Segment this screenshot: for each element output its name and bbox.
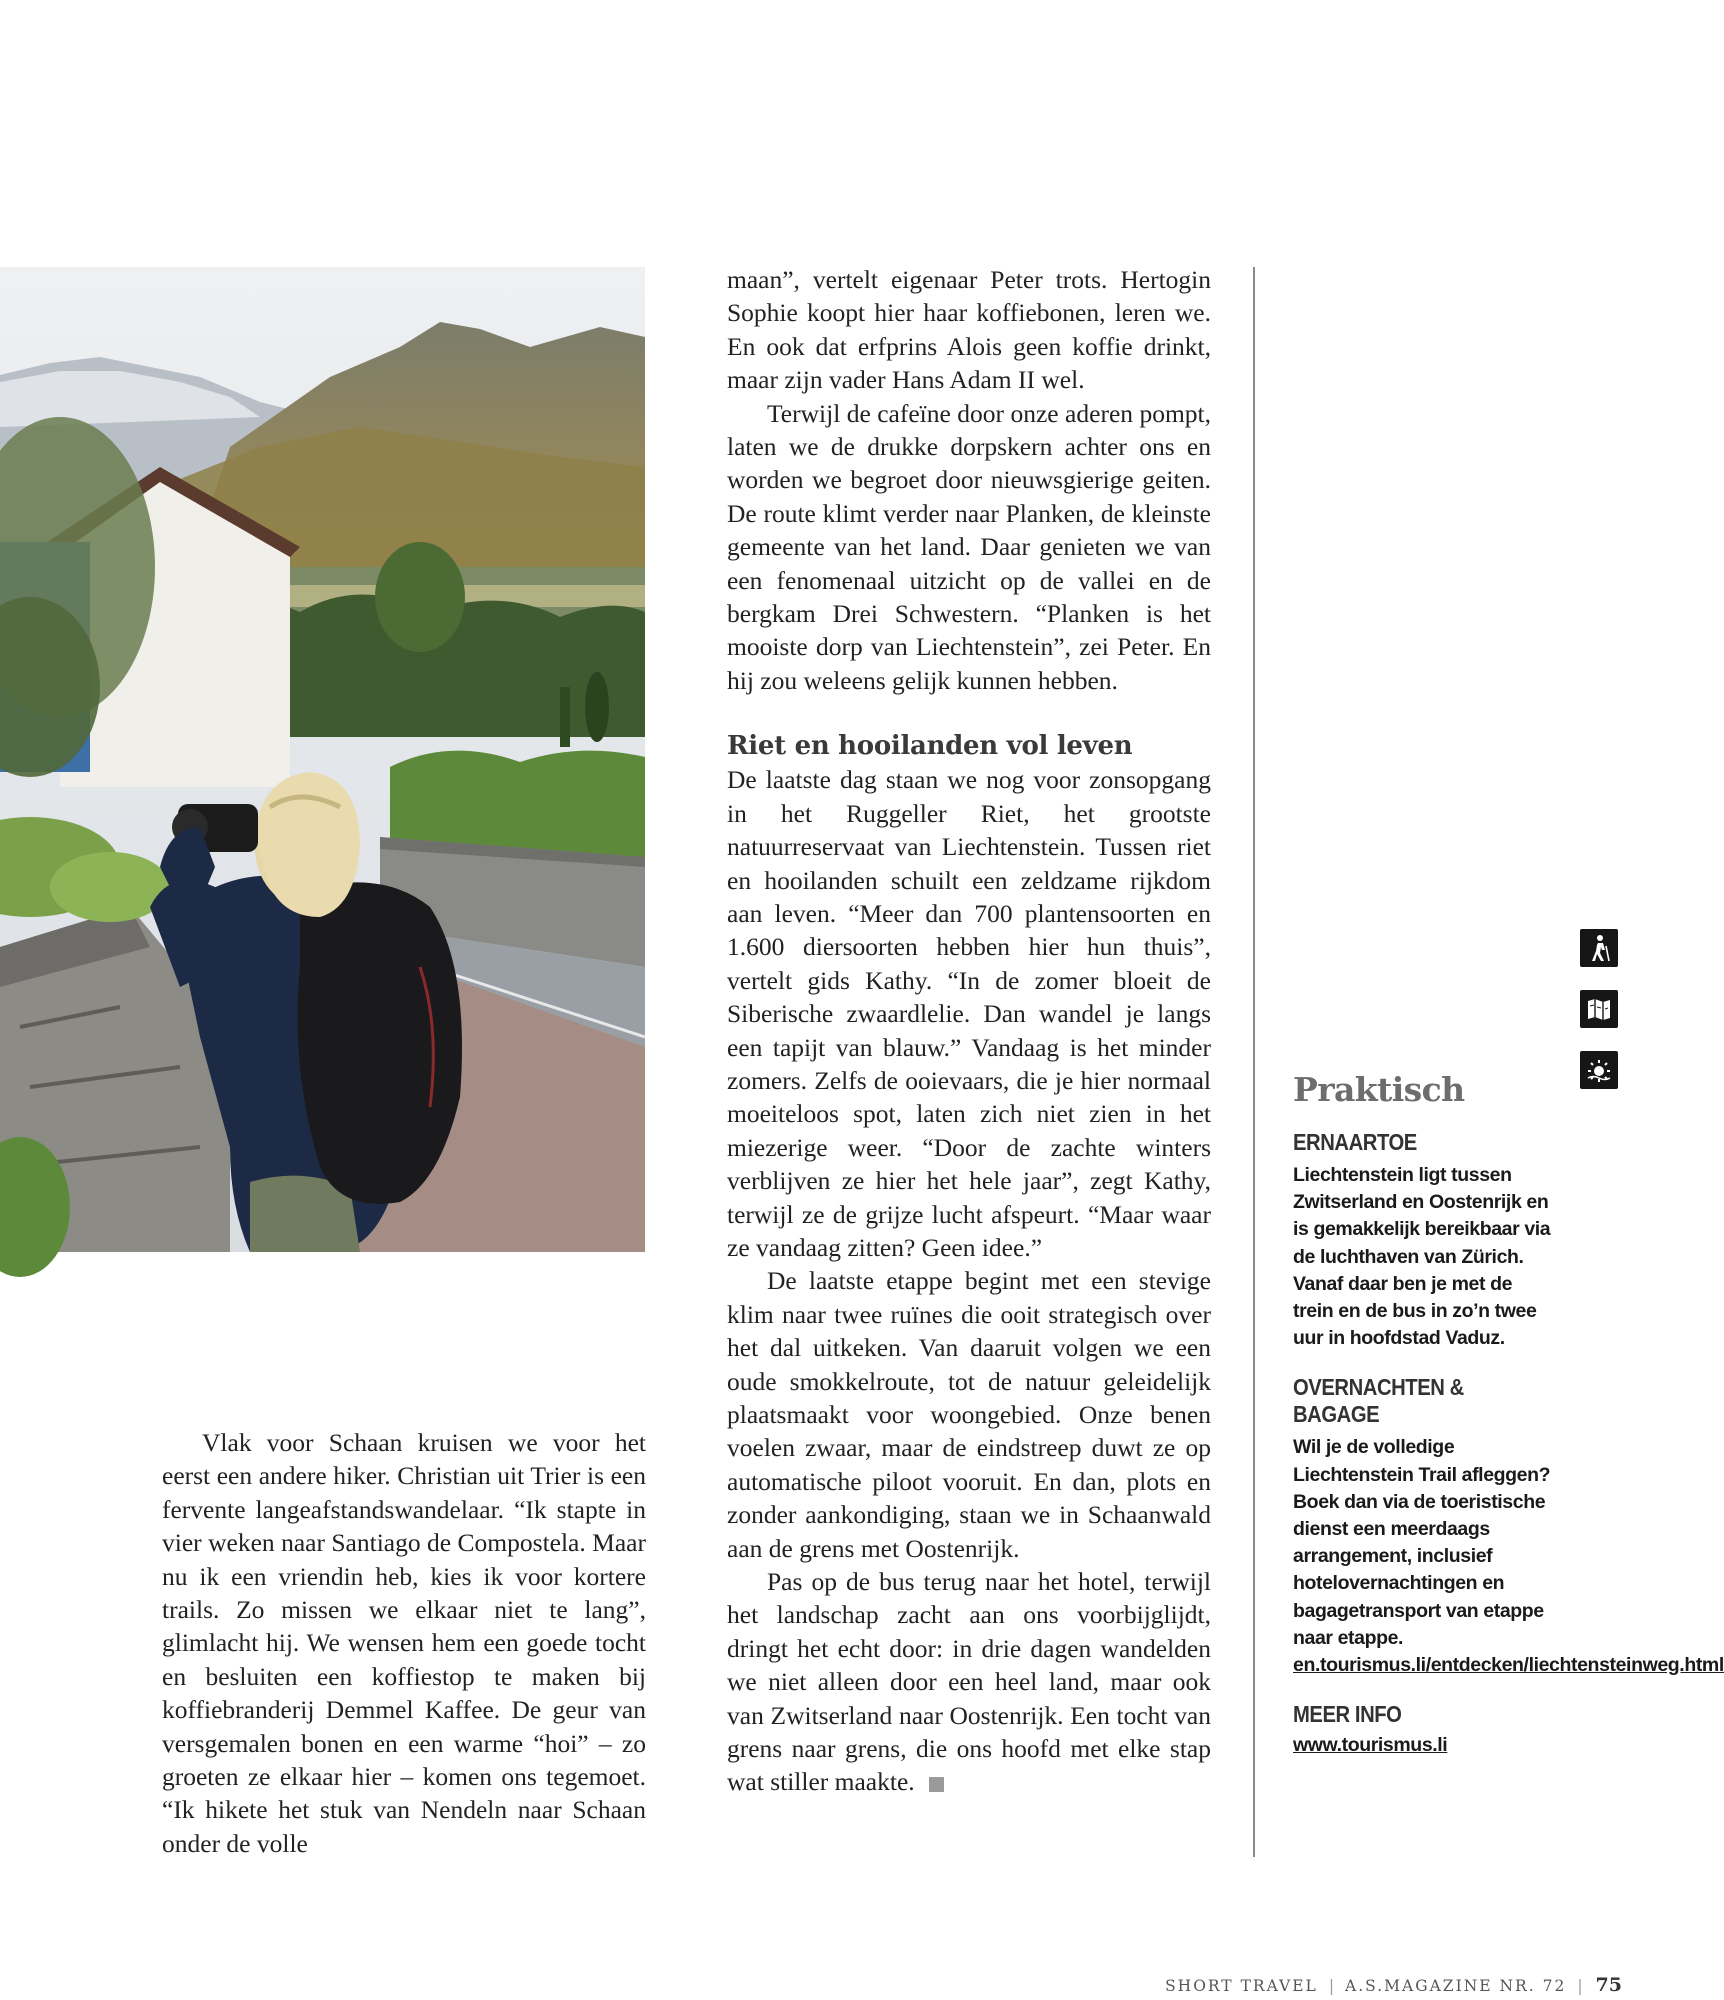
sidebar-heading: OVERNACHTEN & BAGAGE: [1293, 1374, 1464, 1428]
article-column-2: [727, 263, 1211, 1799]
paragraph: Vlak voor Schaan kruisen we voor het eerst een andere hiker. Christian uit Trier is een fervente langeafstandswandelaar. “Ik stapte in vier weken naar Santiago de Compostela. Maar nu ik een vriendin heb, kies ik voor kortere trails. Zo missen we elkaar niet te lang”, glimlacht hij. We wensen hem een goede tocht en besluiten een koffiestop te maken bij koffiebranderij Demmel Kaffee. De geur van versgemalen bonen en een warme “hoi” – zo groeten ze elkaar hier – komen ons tegemoet. “Ik hikete het stuk van Nendeln naar Schaan onder de volle: [162, 1428, 646, 1858]
article-column-1: [162, 1426, 646, 1860]
hiker-icon: [1580, 929, 1618, 967]
end-mark: [929, 1777, 944, 1792]
paragraph-text: Pas op de bus terug naar het hotel, terwijl het landschap zacht aan ons voorbijglijdt, dringt het echt door: in drie dagen wandelden we niet alleen door een heel land, maar ook van Zwitserland naar Oostenrijk. Een tocht van grens naar grens, die ons hoofd met elke stap wat stiller maakte.: [727, 1567, 1211, 1797]
footer-separator: |: [1328, 1977, 1335, 1995]
sidebar-heading: ERNAARTOE: [1293, 1129, 1417, 1155]
footer-separator: |: [1577, 1977, 1583, 1995]
footer-section: SHORT TRAVEL: [1165, 1977, 1318, 1995]
sidebar-text-block: [1293, 1434, 1724, 1679]
page-number: 75: [1595, 1974, 1622, 1996]
paragraph: maan”, vertelt eigenaar Peter trots. Hertogin Sophie koopt hier haar koffiebonen, leren we. En ook dat erfprins Alois geen koffie drinkt, maar zijn vader Hans Adam II wel.: [727, 265, 1211, 395]
paragraph: Terwijl de cafeïne door onze aderen pompt, laten we de drukke dorpskern achter ons en worden we begroet door nieuwsgierige geiten. De route klimt verder naar Planken, de kleinste gemeente van het land. Daar genieten we van een fenomenaal uitzicht op de vallei en de bergkam Drei Schwestern. “Planken is het mooiste dorp van Liechtenstein”, zei Peter. En hij zou weleens gelijk kunnen hebben.: [727, 398, 1211, 695]
paragraph-final: [727, 1565, 1211, 1799]
practical-info-box: [1293, 1070, 1724, 1757]
sidebar-text: Wil je de volledige Liechtenstein Trail afleggen? Boek dan via de toeristische dienst een meerdaags arrangement, inclusief hotelovernachtingen en bagagetransport van etappe naar etappe.: [1293, 1436, 1551, 1649]
section-subheading: Riet en hooilanden vol leven: [727, 731, 1133, 762]
tourism-website-link[interactable]: www.tourismus.li: [1293, 1734, 1448, 1757]
article-photo: [0, 267, 645, 1252]
tourism-trail-link[interactable]: en.tourismus.li/entdecken/liechtensteinweg.html: [1293, 1654, 1724, 1677]
sidebar-text: Liechtenstein ligt tussen Zwitserland en Oostenrijk en is gemakkelijk bereikbaar via de luchthaven van Zürich. Vanaf daar ben je met de trein en de bus in zo’n twee uur in hoofdstad Vaduz.: [1293, 1164, 1551, 1350]
sidebar-heading: MEER INFO: [1293, 1701, 1402, 1728]
page-footer: [1165, 1974, 1622, 1996]
paragraph: De laatste dag staan we nog voor zonsopgang in het Ruggeller Riet, het grootste natuurreservaat van Liechtenstein. Tussen riet en hooilanden schuilt een zeldzame rijkdom aan leven. “Meer dan 700 plantensoorten en 1.600 diersoorten hebben hier hun thuis”, vertelt gids Kathy. “In de zomer bloeit de Siberische zwaardlelie. Dan wandel je langs een tapijt van blauw.” Vandaag is het minder zomers. Zelfs de ooievaars, die je hier normaal moeiteloos spot, laten zich niet zien in het miezerige weer. “Door de zachte winters verblijven ze hier het hele jaar”, zegt Kathy, terwijl ze de grijze lucht afspeurt. “Maar waar ze vandaag zitten? Geen idee.”: [727, 765, 1211, 1262]
paragraph: De laatste etappe begint met een stevige klim naar twee ruïnes die ooit strategisch over het dal uitkeken. Van daaruit volgen we een oude smokkelroute, tot de natuur geleidelijk plaatsmaakt voor woongebied. Onze benen voelen zwaar, maar de eindstreep duwt ze op automatische piloot vooruit. En dan, plots en zonder aankondiging, staan we in Schaanwald aan de grens met Oostenrijk.: [727, 1266, 1211, 1563]
column-divider: [1253, 267, 1255, 1857]
sun-icon: [1580, 1051, 1618, 1089]
sidebar-title: Praktisch: [1293, 1070, 1465, 1109]
footer-magazine: A.S.MAGAZINE NR. 72: [1345, 1977, 1567, 1995]
map-icon: [1580, 990, 1618, 1028]
